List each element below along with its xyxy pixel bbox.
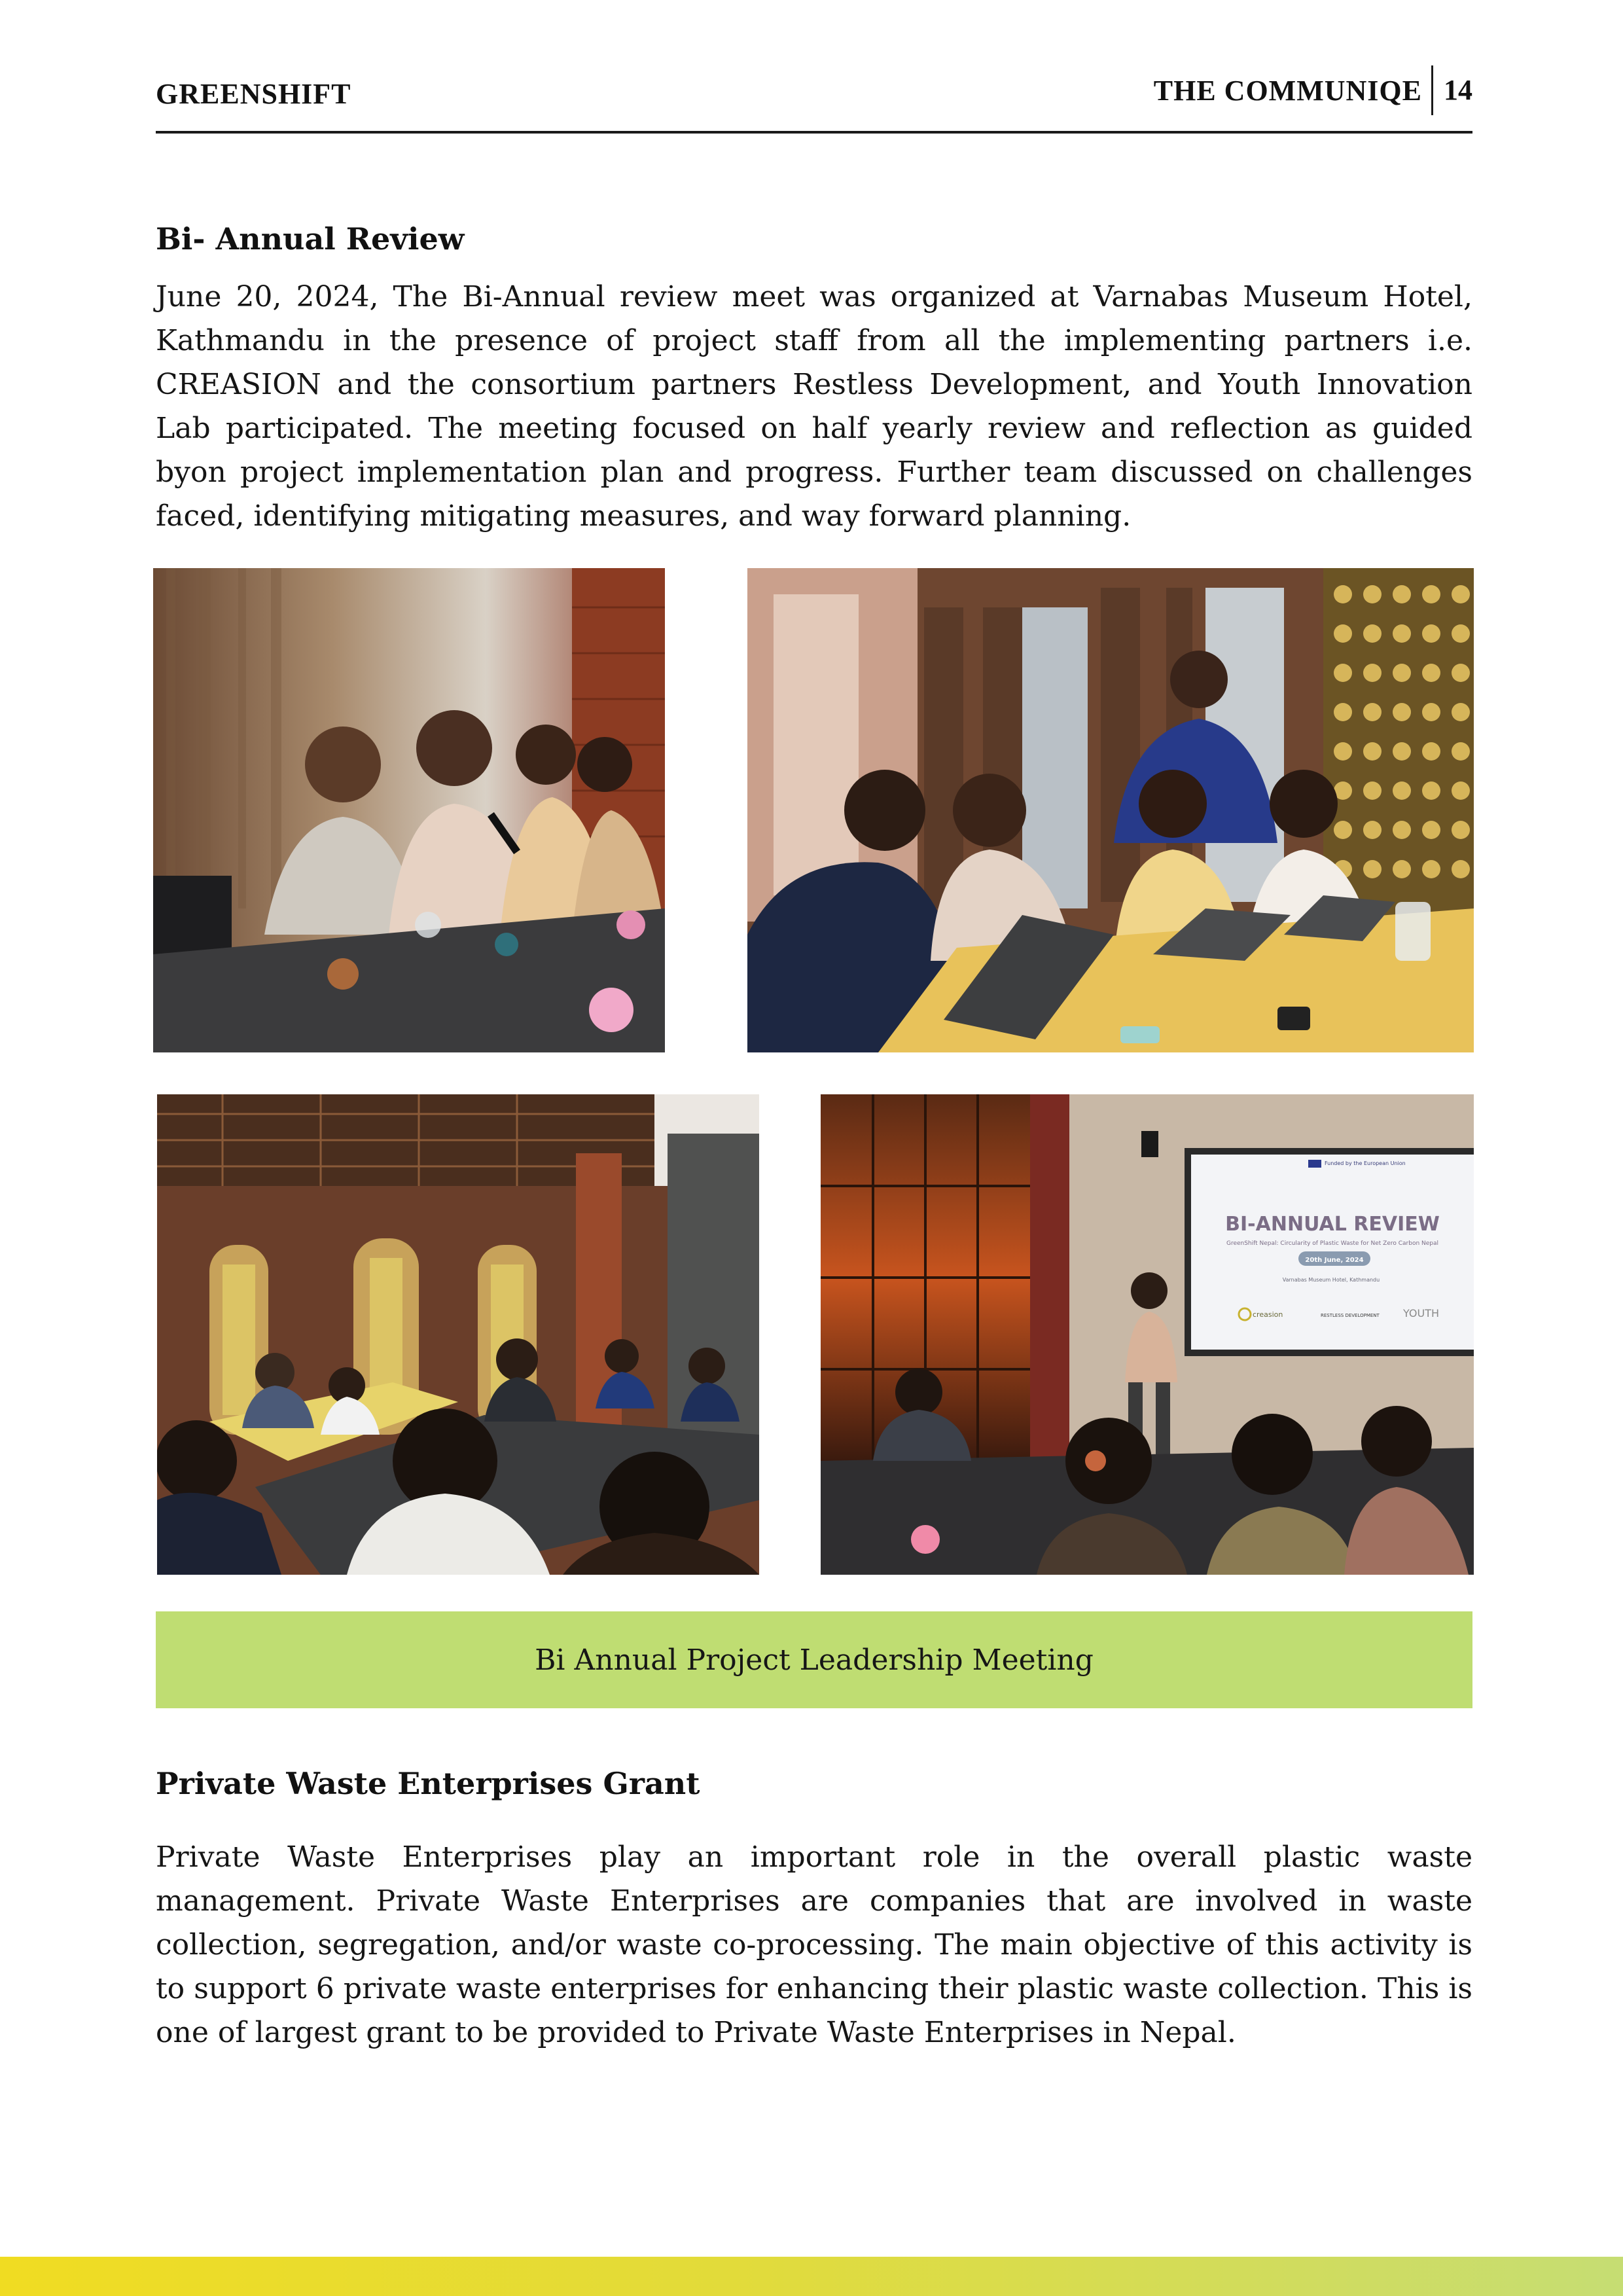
photo-presentation-image	[821, 1094, 1474, 1575]
slide-venue: Varnabas Museum Hotel, Kathmandu	[1282, 1277, 1380, 1283]
photo-laptop-team-image	[747, 568, 1474, 1052]
section-body-bi-annual-review: June 20, 2024, The Bi-Annual review meet was organized at Varnabas Museum Hotel, Kathmandu in the presence of project staff from all the implementing partners i.e. CREASION and the consortium partners Restless Development, and Youth Innovation Lab participated. The meeting focused on half yearly review and reflection as guided byon project implementation plan and progress. Further team discussed on challenges faced, identifying mitigating measures, and way forward planning.	[156, 280, 1472, 533]
brand-name: GREENSHIFT	[156, 78, 351, 110]
slide-title: BI-ANNUAL REVIEW	[1225, 1213, 1440, 1236]
photo-panel-discussion-image	[153, 568, 665, 1052]
page-number: 14	[1431, 65, 1472, 115]
footer-gradient-bar	[0, 2257, 1623, 2296]
section-heading-private-waste-grant: Private Waste Enterprises Grant	[156, 1766, 700, 1801]
photo-meeting-room-image	[157, 1094, 759, 1575]
photo-caption-bar	[156, 1611, 1472, 1708]
header-right	[1154, 65, 1472, 115]
section-body-private-waste-grant: Private Waste Enterprises play an important role in the overall plastic waste management. Private Waste Enterprises are companies that are involved in waste collection, segregation, and/or waste co-processing. The main objective of this activity is to support 6 private waste enterprises for enhancing their plastic waste collection. This is one of largest grant to be provided to Private Waste Enterprises in Nepal.	[156, 1840, 1472, 2049]
slide-logo-creasion: creasion	[1253, 1310, 1283, 1319]
slide-logo-youth: YOUTH	[1403, 1307, 1440, 1319]
svg-text:Funded by the European Union: Funded by the European Union	[1325, 1160, 1406, 1166]
publication-title: THE COMMUNIQE	[1153, 74, 1422, 107]
photo-laptop-team	[747, 568, 1474, 1052]
photo-caption: Bi Annual Project Leadership Meeting	[535, 1643, 1094, 1677]
slide-logo-restless: RESTLESS DEVELOPMENT	[1321, 1313, 1380, 1318]
page-header	[156, 64, 1472, 134]
photo-presentation	[821, 1094, 1474, 1575]
slide-subtitle: GreenShift Nepal: Circularity of Plastic Waste for Net Zero Carbon Nepal	[1226, 1240, 1439, 1247]
section-heading-bi-annual-review: Bi- Annual Review	[156, 221, 465, 257]
photo-meeting-room	[157, 1094, 759, 1575]
slide-date: 20th June, 2024	[1305, 1257, 1364, 1264]
photo-panel-discussion	[153, 568, 665, 1052]
